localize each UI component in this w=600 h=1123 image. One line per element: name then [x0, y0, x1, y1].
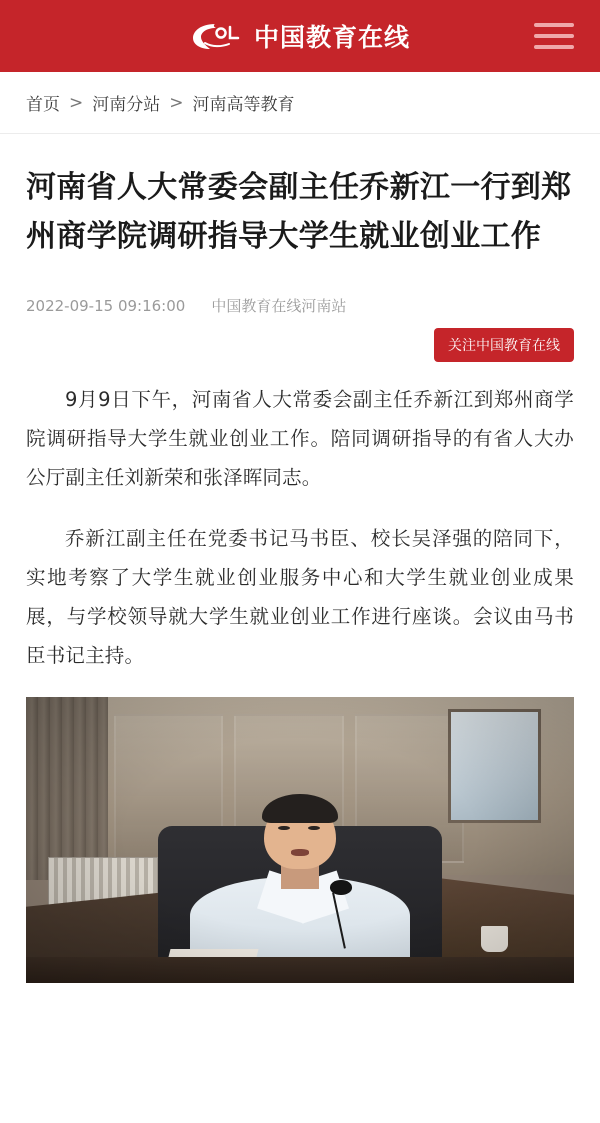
menu-bar-3	[534, 45, 574, 49]
article-body	[26, 380, 574, 675]
eol-logo-icon	[190, 19, 242, 53]
article-meta	[26, 295, 574, 324]
article-paragraph-1: 9月9日下午，河南省人大常委会副主任乔新江到郑州商学院调研指导大学生就业创业工作。陪同调研指导的有省人大办公厅副主任刘新荣和张泽晖同志。	[26, 388, 574, 490]
photo-canvas	[26, 697, 574, 983]
article	[0, 134, 600, 983]
photo-vignette	[26, 697, 574, 983]
breadcrumb-item-henan-higher-education[interactable]: 河南高等教育	[192, 95, 295, 115]
follow-row	[26, 328, 574, 362]
breadcrumb-item-home[interactable]: 首页	[26, 95, 60, 115]
breadcrumb-item-henan-station[interactable]: 河南分站	[92, 95, 161, 115]
menu-bar-2	[534, 34, 574, 38]
breadcrumb-separator-2: >	[169, 92, 184, 113]
site-header	[0, 0, 600, 72]
site-brand[interactable]	[190, 18, 410, 54]
article-date: 2022-09-15 09:16:00	[26, 296, 186, 315]
breadcrumb-separator-1: >	[69, 92, 84, 113]
page-title: 河南省人大常委会副主任乔新江一行到郑州商学院调研指导大学生就业创业工作	[26, 170, 572, 254]
site-brand-title: 中国教育在线	[253, 23, 410, 52]
hamburger-menu-icon[interactable]	[534, 20, 574, 52]
article-paragraph-2: 乔新江副主任在党委书记马书臣、校长吴泽强的陪同下，实地考察了大学生就业创业服务中心和大学生就业创业成果展，与学校领导就大学生就业创业工作进行座谈。会议由马书臣书记主持。	[26, 527, 574, 668]
menu-bar-1	[534, 23, 574, 27]
article-photo-meeting	[26, 697, 574, 983]
article-source: 中国教育在线河南站	[211, 297, 347, 316]
breadcrumb	[0, 72, 600, 134]
spacer	[26, 362, 574, 380]
follow-button[interactable]: 关注中国教育在线	[434, 328, 574, 362]
